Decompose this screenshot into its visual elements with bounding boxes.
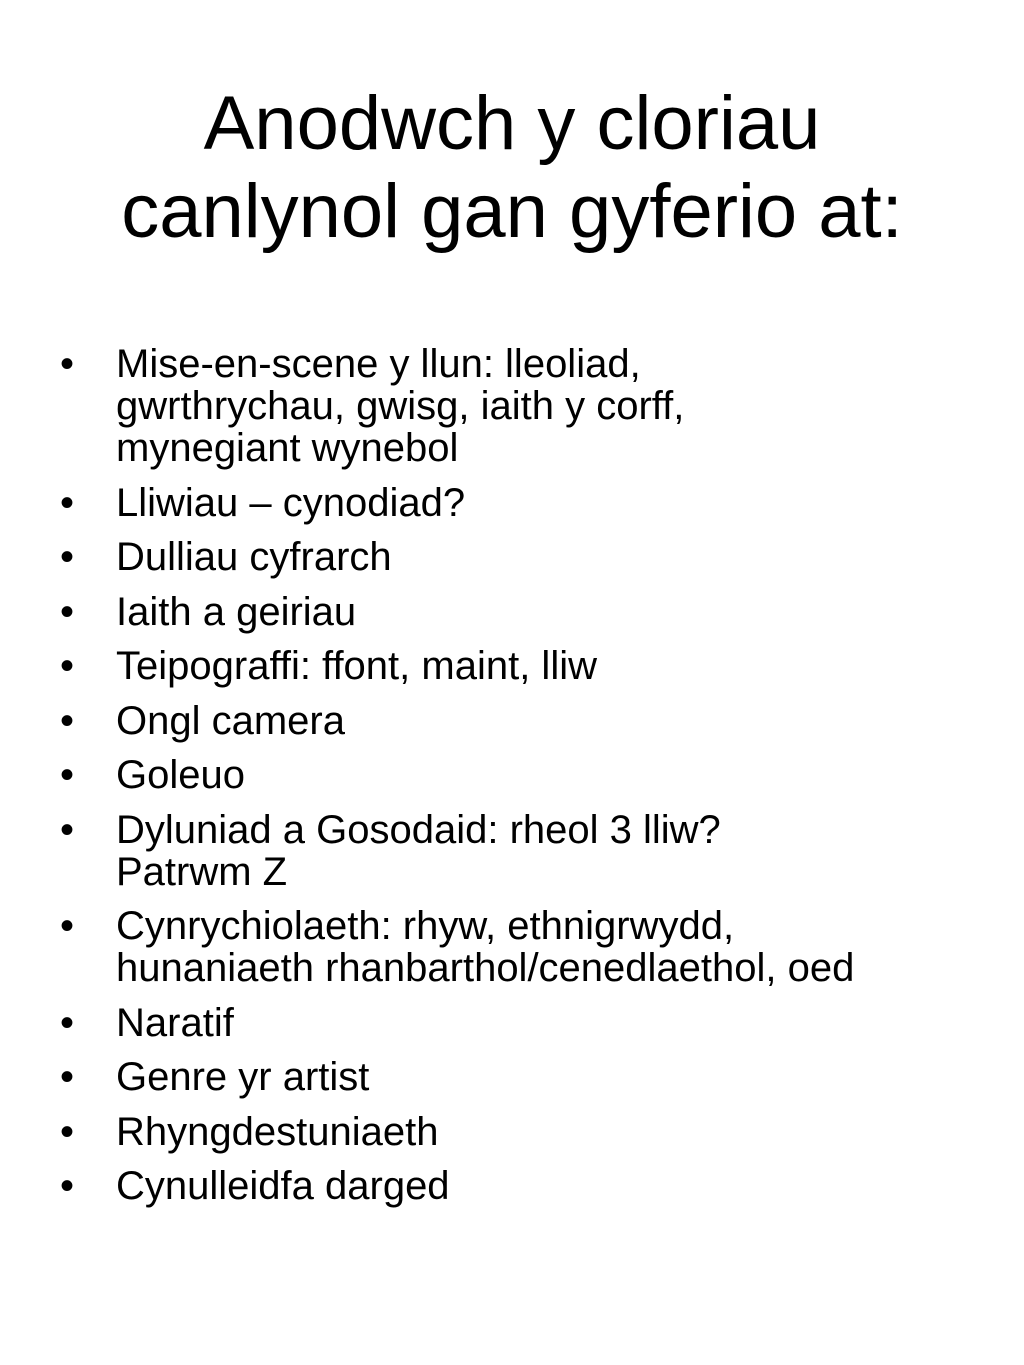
- bullet-line: Goleuo: [116, 753, 245, 797]
- bullet-text: [116, 809, 721, 893]
- bullet-text: [116, 1056, 369, 1098]
- bullet-line: Cynrychiolaeth: rhyw, ethnigrwydd,: [116, 904, 735, 948]
- bullet-item: [58, 591, 988, 633]
- bullet-line: Teipograffi: ffont, maint, lliw: [116, 644, 597, 688]
- bullet-list: [58, 343, 988, 1220]
- bullet-text: [116, 343, 684, 469]
- bullet-line: Dulliau cyfrarch: [116, 535, 392, 579]
- bullet-item: [58, 754, 988, 796]
- bullet-icon: •: [60, 644, 75, 688]
- bullet-item: [58, 536, 988, 578]
- slide-title-line: canlynol gan gyferio at:: [121, 169, 903, 254]
- bullet-item: [58, 700, 988, 742]
- bullet-icon: •: [60, 1000, 75, 1045]
- bullet-icon: •: [60, 904, 75, 948]
- bullet-text: [116, 591, 356, 633]
- bullet-line: Genre yr artist: [116, 1055, 370, 1099]
- bullet-text: [116, 536, 392, 578]
- bullet-item: [58, 905, 988, 989]
- bullet-icon: •: [60, 698, 75, 743]
- bullet-item: [58, 645, 988, 687]
- bullet-icon: •: [60, 753, 75, 797]
- bullet-item: [58, 809, 988, 893]
- slide-title: [40, 80, 984, 256]
- bullet-line: Iaith a geiriau: [116, 589, 357, 634]
- bullet-text: [116, 1002, 234, 1044]
- bullet-text: [116, 700, 345, 742]
- bullet-item: [58, 1165, 988, 1207]
- bullet-icon: •: [60, 535, 75, 579]
- bullet-text: [116, 645, 597, 687]
- bullet-text: [116, 905, 854, 989]
- bullet-line: Naratif: [116, 1000, 234, 1045]
- bullet-item: [58, 1002, 988, 1044]
- bullet-icon: •: [60, 589, 75, 634]
- bullet-line: hunaniaeth rhanbarthol/cenedlaethol, oed: [116, 946, 855, 990]
- bullet-line: gwrthrychau, gwisg, iaith y corff,: [116, 384, 685, 428]
- bullet-line: Dyluniad a Gosodaid: rheol 3 lliw?: [116, 807, 721, 852]
- bullet-item: [58, 1056, 988, 1098]
- slide-title-line: Anodwch y cloriau: [203, 81, 821, 166]
- bullet-line: mynegiant wynebol: [116, 426, 459, 470]
- bullet-item: [58, 343, 988, 469]
- bullet-item: [58, 1111, 988, 1153]
- bullet-icon: •: [60, 480, 75, 525]
- bullet-item: [58, 482, 988, 524]
- bullet-icon: •: [60, 1055, 75, 1099]
- bullet-text: [116, 1165, 450, 1207]
- bullet-line: Patrwm Z: [116, 849, 288, 894]
- bullet-text: [116, 754, 245, 796]
- bullet-line: Cynulleidfa darged: [116, 1164, 450, 1208]
- bullet-icon: •: [60, 807, 75, 852]
- bullet-icon: •: [60, 1164, 75, 1208]
- bullet-line: Ongl camera: [116, 698, 345, 743]
- bullet-icon: •: [60, 342, 75, 386]
- bullet-icon: •: [60, 1109, 75, 1154]
- bullet-line: Mise-en-scene y llun: lleoliad,: [116, 342, 641, 386]
- bullet-line: Rhyngdestuniaeth: [116, 1109, 439, 1154]
- bullet-text: [116, 1111, 438, 1153]
- bullet-text: [116, 482, 465, 524]
- bullet-line: Lliwiau – cynodiad?: [116, 480, 466, 525]
